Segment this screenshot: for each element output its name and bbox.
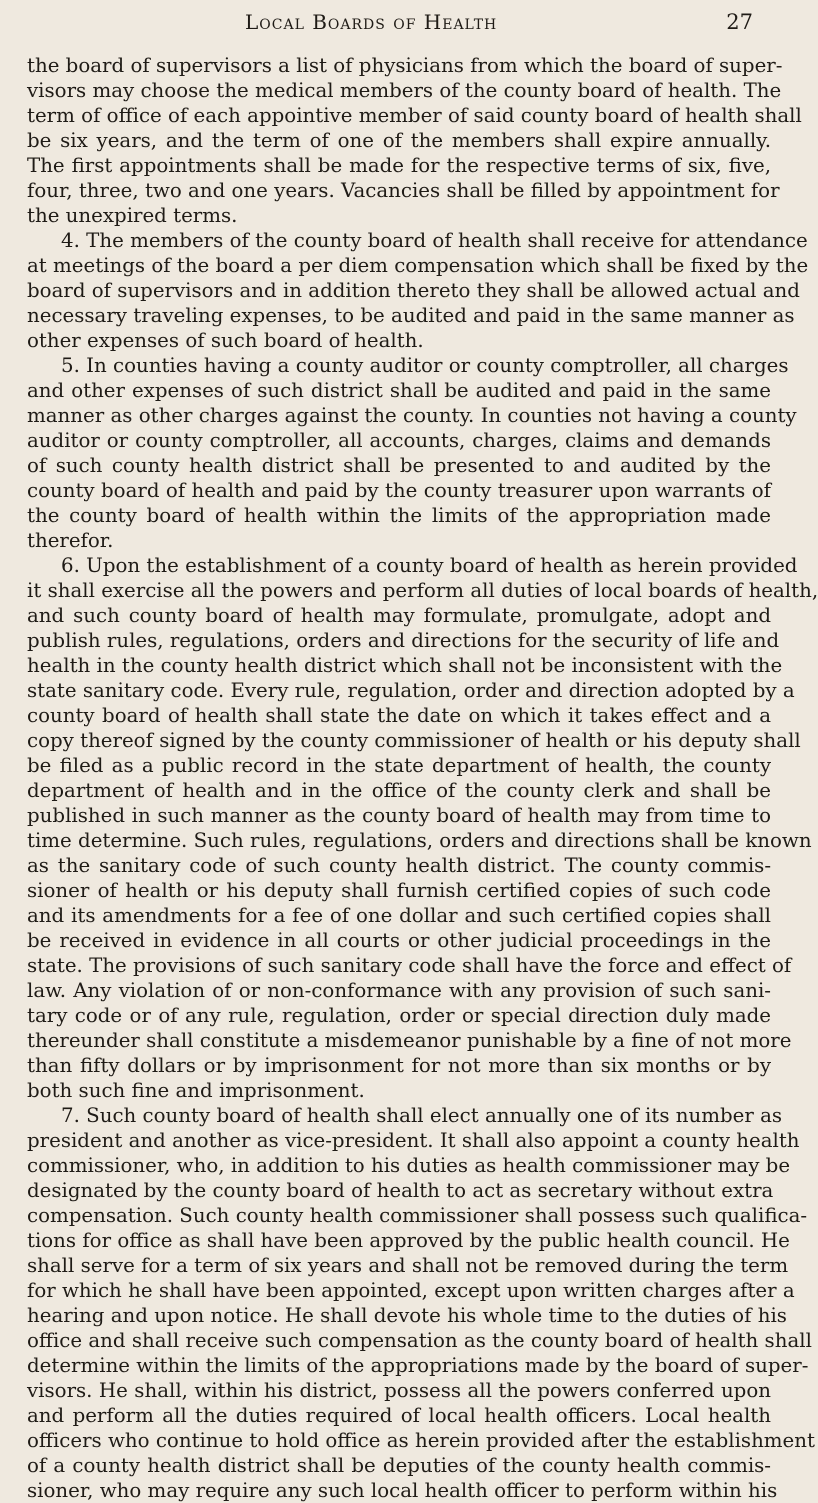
text-line: tary code or of any rule, regulation, order or special direction duly made bbox=[27, 1004, 771, 1027]
body-text bbox=[27, 53, 818, 1503]
text-line: be six years, and the term of one of the members shall expire annually. bbox=[27, 129, 771, 152]
text-line: auditor or county comptroller, all accounts, charges, claims and demands bbox=[27, 429, 771, 452]
text-line: board of supervisors and in addition thereto they shall be allowed actual and bbox=[27, 279, 800, 302]
text-line: the unexpired terms. bbox=[27, 204, 238, 227]
text-line: four, three, two and one years. Vacancies shall be filled by appointment for bbox=[27, 179, 780, 202]
text-line: 4. The members of the county board of health shall receive for attendance bbox=[61, 229, 808, 252]
text-line: compensation. Such county health commissioner shall possess such qualifica- bbox=[27, 1204, 808, 1227]
text-line: and perform all the duties required of local health officers. Local health bbox=[27, 1404, 771, 1427]
text-line: department of health and in the office of the county clerk and shall be bbox=[27, 779, 771, 802]
text-line: of such county health district shall be presented to and audited by the bbox=[27, 454, 771, 477]
text-line: thereunder shall constitute a misdemeanor punishable by a fine of not more bbox=[27, 1029, 792, 1052]
text-line: shall serve for a term of six years and shall not be removed during the term bbox=[27, 1254, 789, 1277]
text-line: health in the county health district which shall not be inconsistent with the bbox=[27, 654, 783, 677]
text-line: sioner of health or his deputy shall furnish certified copies of such code bbox=[27, 879, 771, 902]
text-line: copy thereof signed by the county commissioner of health or his deputy shall bbox=[27, 729, 801, 752]
text-line: officers who continue to hold office as herein provided after the establishment bbox=[27, 1429, 815, 1452]
text-line: term of office of each appointive member of said county board of health shall bbox=[27, 104, 802, 127]
text-line: visors. He shall, within his district, possess all the powers conferred upon bbox=[27, 1379, 771, 1402]
text-line: president and another as vice-president. It shall also appoint a county health bbox=[27, 1129, 800, 1152]
text-line: the county board of health within the limits of the appropriation made bbox=[27, 504, 771, 527]
text-line: publish rules, regulations, orders and directions for the security of life and bbox=[27, 629, 780, 652]
text-line: and other expenses of such district shall be audited and paid in the same bbox=[27, 379, 771, 402]
text-line: state sanitary code. Every rule, regulation, order and direction adopted by a bbox=[27, 679, 795, 702]
text-line: county board of health and paid by the county treasurer upon warrants of bbox=[27, 479, 771, 502]
text-line: as the sanitary code of such county health district. The county commis- bbox=[27, 854, 771, 877]
text-line: published in such manner as the county board of health may from time to bbox=[27, 804, 771, 827]
text-line: law. Any violation of or non-conformance with any provision of such sani- bbox=[27, 979, 771, 1002]
text-line: state. The provisions of such sanitary code shall have the force and effect of bbox=[27, 954, 792, 977]
text-line: therefor. bbox=[27, 529, 114, 552]
text-line: commissioner, who, in addition to his duties as health commissioner may be bbox=[27, 1154, 791, 1177]
text-line: sioner, who may require any such local health officer to perform within his bbox=[27, 1479, 778, 1502]
text-line: be received in evidence in all courts or other judicial proceedings in the bbox=[27, 929, 771, 952]
text-line: for which he shall have been appointed, except upon written charges after a bbox=[27, 1279, 795, 1302]
text-line: other expenses of such board of health. bbox=[27, 329, 424, 352]
text-line: both such fine and imprisonment. bbox=[27, 1079, 365, 1102]
text-line: tions for office as shall have been approved by the public health council. He bbox=[27, 1229, 790, 1252]
text-line: and such county board of health may formulate, promulgate, adopt and bbox=[27, 604, 771, 627]
page-number: 27 bbox=[726, 10, 753, 34]
text-line: it shall exercise all the powers and perform all duties of local boards of health, bbox=[27, 579, 818, 602]
text-line: necessary traveling expenses, to be audited and paid in the same manner as bbox=[27, 304, 795, 327]
text-line: the board of supervisors a list of physicians from which the board of super- bbox=[27, 54, 783, 77]
text-line: visors may choose the medical members of the county board of health. The bbox=[27, 79, 782, 102]
text-line: be filed as a public record in the state department of health, the county bbox=[27, 754, 771, 777]
text-line: and its amendments for a fee of one dollar and such certified copies shall bbox=[27, 904, 771, 927]
text-line: The first appointments shall be made for the respective terms of six, five, bbox=[27, 154, 771, 177]
text-line: designated by the county board of health to act as secretary without extra bbox=[27, 1179, 774, 1202]
text-line: 7. Such county board of health shall elect annually one of its number as bbox=[61, 1104, 783, 1127]
text-line: county board of health shall state the date on which it takes effect and a bbox=[27, 704, 771, 727]
text-line: manner as other charges against the county. In counties not having a county bbox=[27, 404, 797, 427]
text-line: 5. In counties having a county auditor or county comptroller, all charges bbox=[61, 354, 789, 377]
text-line: 6. Upon the establishment of a county board of health as herein provided bbox=[61, 554, 798, 577]
text-line: hearing and upon notice. He shall devote his whole time to the duties of his bbox=[27, 1304, 787, 1327]
text-line: at meetings of the board a per diem compensation which shall be fixed by the bbox=[27, 254, 809, 277]
running-title: Local Boards of Health bbox=[245, 10, 498, 34]
text-line: than fifty dollars or by imprisonment for not more than six months or by bbox=[27, 1054, 771, 1077]
running-header bbox=[0, 10, 800, 44]
text-line: of a county health district shall be deputies of the county health commis- bbox=[27, 1454, 771, 1477]
text-line: determine within the limits of the appropriations made by the board of super- bbox=[27, 1354, 809, 1377]
text-line: time determine. Such rules, regulations, orders and directions shall be known bbox=[27, 829, 812, 852]
text-line: office and shall receive such compensation as the county board of health shall bbox=[27, 1329, 812, 1352]
